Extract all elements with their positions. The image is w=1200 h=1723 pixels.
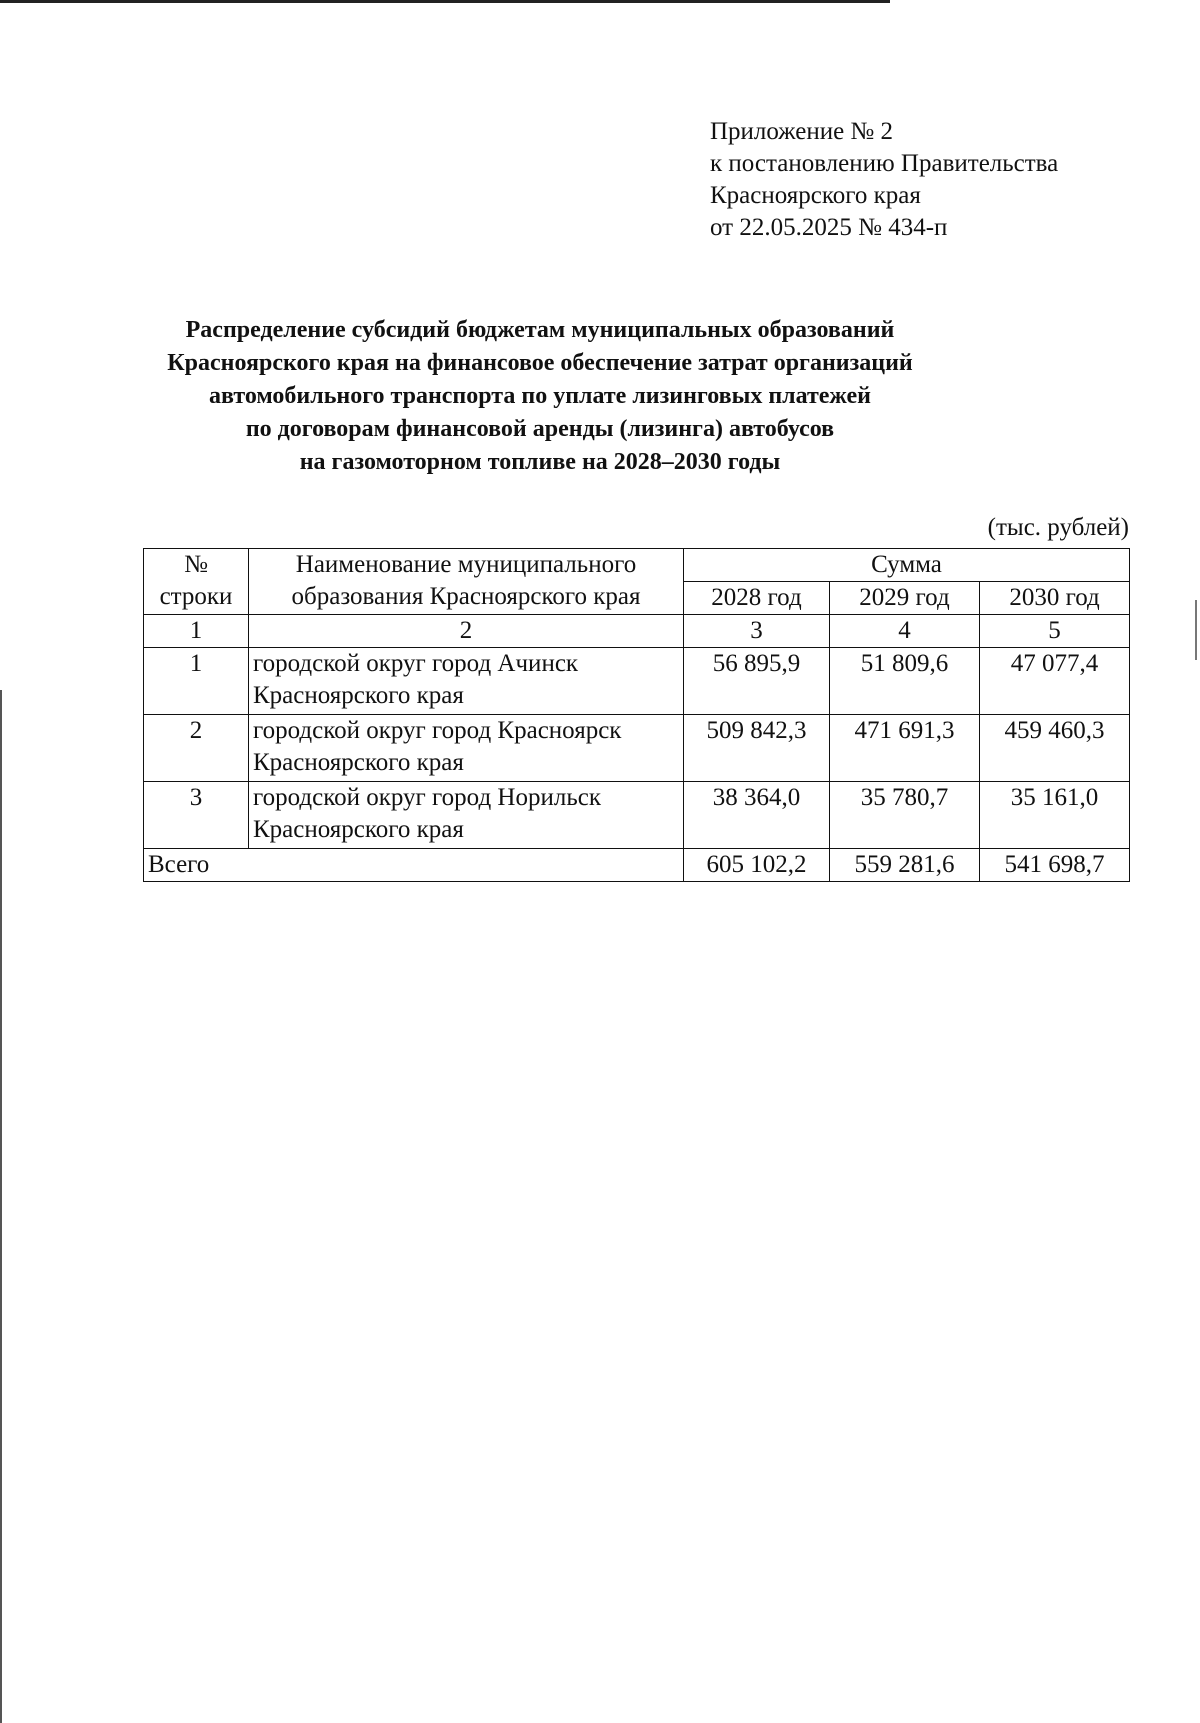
amount-2029: 471 691,3	[830, 715, 980, 782]
scan-edge-right	[1195, 600, 1197, 660]
header-text: Наименование муниципального	[295, 551, 637, 578]
municipality-name	[249, 715, 684, 782]
row-number: 3	[144, 782, 249, 849]
column-number: 3	[684, 615, 830, 648]
total-row	[144, 849, 1130, 882]
units-label: (тыс. рублей)	[987, 514, 1129, 541]
header-year: 2029 год	[830, 582, 980, 615]
subsidy-table	[143, 548, 1130, 882]
header-text: №	[184, 551, 208, 578]
total-label: Всего	[144, 849, 684, 882]
title-line: Красноярского края на финансовое обеспечение затрат организаций	[167, 350, 913, 376]
table-header-row	[144, 549, 1130, 582]
amount-2029: 51 809,6	[830, 648, 980, 715]
amount-2030: 459 460,3	[980, 715, 1130, 782]
header-municipality	[249, 549, 684, 615]
municipality-name-line: Красноярского края	[253, 816, 464, 843]
row-number: 1	[144, 648, 249, 715]
total-2029: 559 281,6	[830, 849, 980, 882]
amount-2028: 56 895,9	[684, 648, 830, 715]
municipality-name-line: городской округ город Красноярск	[253, 717, 622, 744]
municipality-name	[249, 782, 684, 849]
scan-edge-left	[0, 690, 2, 1723]
title-line: автомобильного транспорта по уплате лизинговых платежей	[209, 383, 871, 409]
municipality-name-line: Красноярского края	[253, 749, 464, 776]
amount-2029: 35 780,7	[830, 782, 980, 849]
appendix-line: Приложение № 2	[710, 118, 894, 145]
table-row	[144, 782, 1130, 849]
amount-2028: 509 842,3	[684, 715, 830, 782]
amount-2030: 47 077,4	[980, 648, 1130, 715]
total-2030: 541 698,7	[980, 849, 1130, 882]
scan-edge-top	[0, 0, 890, 3]
column-number: 2	[249, 615, 684, 648]
row-number: 2	[144, 715, 249, 782]
total-2028: 605 102,2	[684, 849, 830, 882]
header-year: 2028 год	[684, 582, 830, 615]
title-line: по договорам финансовой аренды (лизинга) автобусов	[245, 416, 835, 442]
column-number: 4	[830, 615, 980, 648]
municipality-name-line: городской округ город Ачинск	[253, 650, 579, 677]
table-row	[144, 715, 1130, 782]
appendix-block	[710, 116, 1058, 244]
table-row	[144, 648, 1130, 715]
header-text: образования Красноярского края	[291, 583, 641, 610]
appendix-line: к постановлению Правительства	[710, 150, 1059, 177]
appendix-line: Красноярского края	[710, 182, 921, 209]
municipality-name-line: Красноярского края	[253, 682, 464, 709]
header-row-number	[144, 549, 249, 615]
header-text: строки	[159, 583, 233, 610]
amount-2028: 38 364,0	[684, 782, 830, 849]
document-title	[120, 314, 960, 479]
municipality-name	[249, 648, 684, 715]
municipality-name-line: городской округ город Норильск	[253, 784, 601, 811]
title-line: Распределение субсидий бюджетам муниципальных образований	[185, 317, 895, 343]
amount-2030: 35 161,0	[980, 782, 1130, 849]
header-year: 2030 год	[980, 582, 1130, 615]
column-number: 5	[980, 615, 1130, 648]
column-number: 1	[144, 615, 249, 648]
header-sum: Сумма	[684, 549, 1130, 582]
title-line: на газомоторном топливе на 2028–2030 годы	[299, 449, 781, 475]
appendix-line: от 22.05.2025 № 434-п	[710, 214, 948, 241]
column-numbers-row	[144, 615, 1130, 648]
